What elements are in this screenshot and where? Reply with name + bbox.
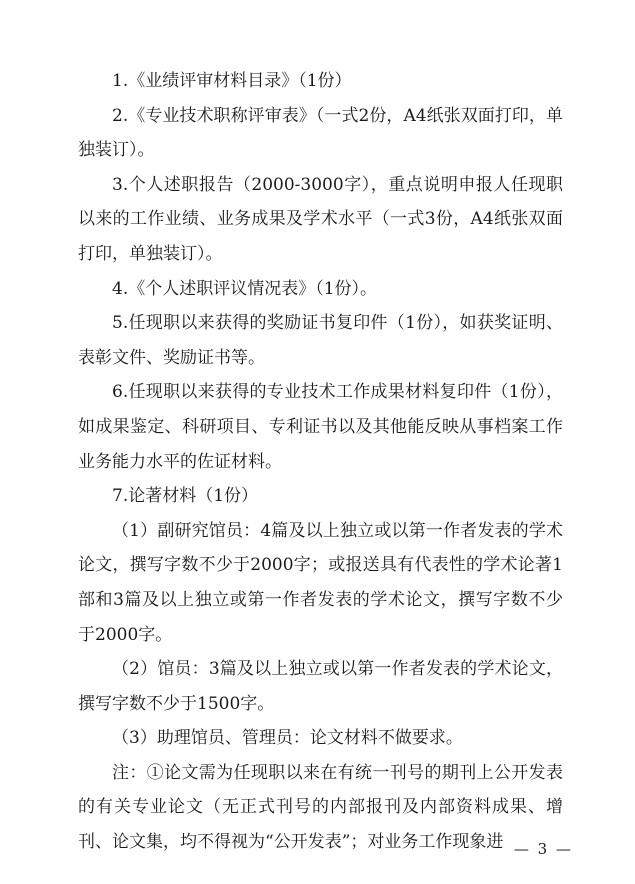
paragraph-item-4: 4.《个人述职评议情况表》（1份）。	[112, 278, 378, 299]
paragraph-item-7-3: （3）助理馆员、管理员：论文材料不做要求。	[112, 728, 463, 749]
paragraph-note: 注：①论文需为任现职以来在有统一刊号的期刊上公开发表的有关专业论文（无正式刊号的内部报刊及内部资料成果、增刊、论文集，均不得视为“公开发表”；对业务工作现象进	[78, 762, 563, 853]
paragraph-item-7: 7.论著材料（1份）	[112, 486, 259, 507]
paragraph-item-7-1: （1）副研究馆员：4篇及以上独立或以第一作者发表的学术论文，撰写字数不少于2000字；或报送具有代表性的学术论著1部和3篇及以上独立或第一作者发表的学术论文，撰写字数不少于2000字。	[78, 520, 563, 645]
paragraph-item-5: 5.任现职以来获得的奖励证书复印件（1份），如获奖证明、表彰文件、奖励证书等。	[78, 313, 563, 368]
paragraph-item-2: 2.《专业技术职称评审表》（一式2份，A4纸张双面打印，单独装订）。	[78, 105, 563, 161]
paragraph-item-6: 6.任现职以来获得的专业技术工作成果材料复印件（1份），如成果鉴定、科研项目、专利证书以及其他能反映从事档案工作业务能力水平的佐证材料。	[78, 382, 563, 472]
paragraph-item-3: 3.个人述职报告（2000-3000字），重点说明申报人任现职以来的工作业绩、业务成果及学术水平（一式3份，A4纸张双面打印，单独装订）。	[78, 174, 563, 264]
paragraph-item-1: 1.《业绩评审材料目录》（1份）	[112, 71, 352, 91]
document-body	[78, 64, 563, 860]
page-number: — 3 —	[513, 840, 573, 858]
paragraph-item-7-2: （2）馆员：3篇及以上独立或以第一作者发表的学术论文，撰写字数不少于1500字。	[78, 659, 563, 714]
